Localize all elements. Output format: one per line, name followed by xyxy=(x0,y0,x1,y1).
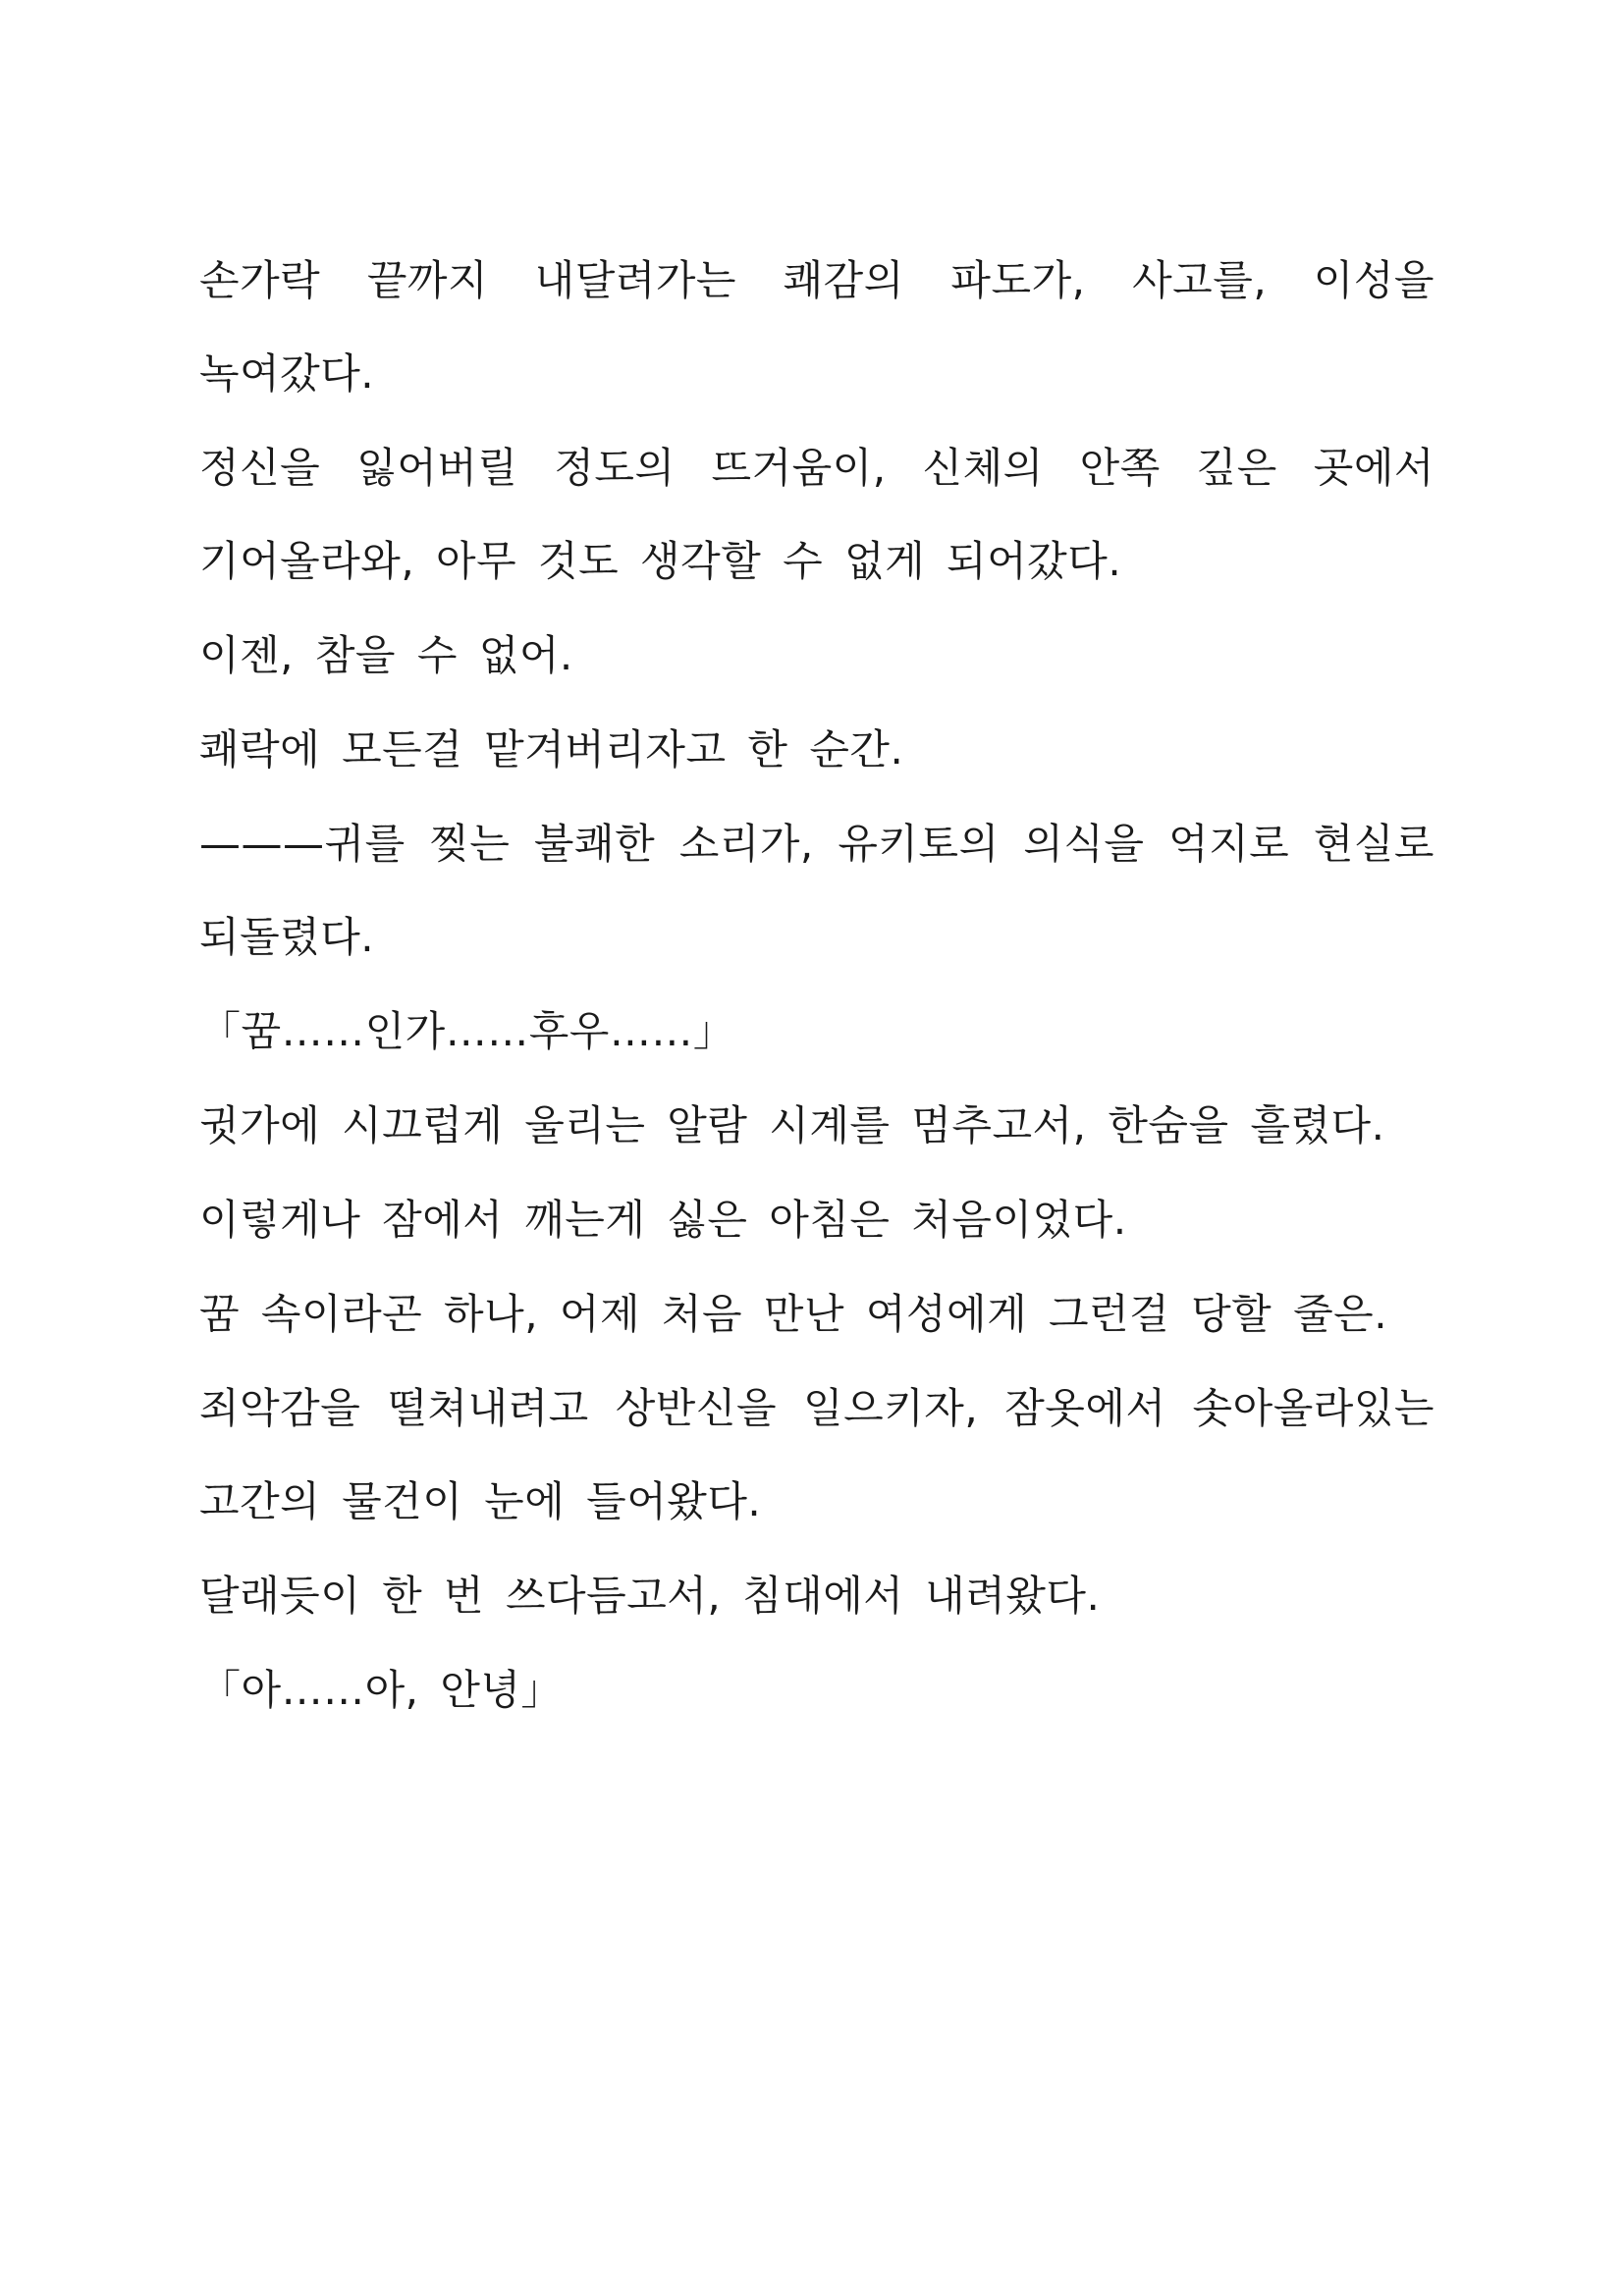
paragraph: 귓가에 시끄럽게 울리는 알람 시계를 멈추고서, 한숨을 흘렸다. xyxy=(199,1101,1385,1149)
paragraph: 정신을 잃어버릴 정도의 뜨거움이, 신체의 안쪽 깊은 곳에서 기어올라와, 아무 것도 생각할 수 없게 되어갔다. xyxy=(199,444,1435,585)
paragraph: 쾌락에 모든걸 맡겨버리자고 한 순간. xyxy=(199,725,904,774)
body-text xyxy=(199,234,1435,1737)
paragraph: 죄악감을 떨쳐내려고 상반신을 일으키자, 잠옷에서 솟아올라있는 고간의 물건이 눈에 들어왔다. xyxy=(199,1384,1435,1525)
paragraph: 꿈 속이라곤 하나, 어제 처음 만난 여성에게 그런걸 당할 줄은. xyxy=(199,1290,1388,1338)
paragraph: 달래듯이 한 번 쓰다듬고서, 침대에서 내려왔다. xyxy=(199,1572,1101,1620)
paragraph: ———귀를 찢는 불쾌한 소리가, 유키토의 의식을 억지로 현실로 되돌렸다. xyxy=(199,820,1435,961)
paragraph: 손가락 끝까지 내달려가는 쾌감의 파도가, 사고를, 이성을 녹여갔다. xyxy=(199,256,1435,398)
paragraph: 이렇게나 잠에서 깨는게 싫은 아침은 처음이었다. xyxy=(199,1196,1127,1244)
paragraph: 이젠, 참을 수 없어. xyxy=(199,631,573,679)
paragraph: 「꿈……인가……후우……」 xyxy=(199,1007,735,1055)
paragraph: 「아……아, 안녕」 xyxy=(199,1666,563,1714)
